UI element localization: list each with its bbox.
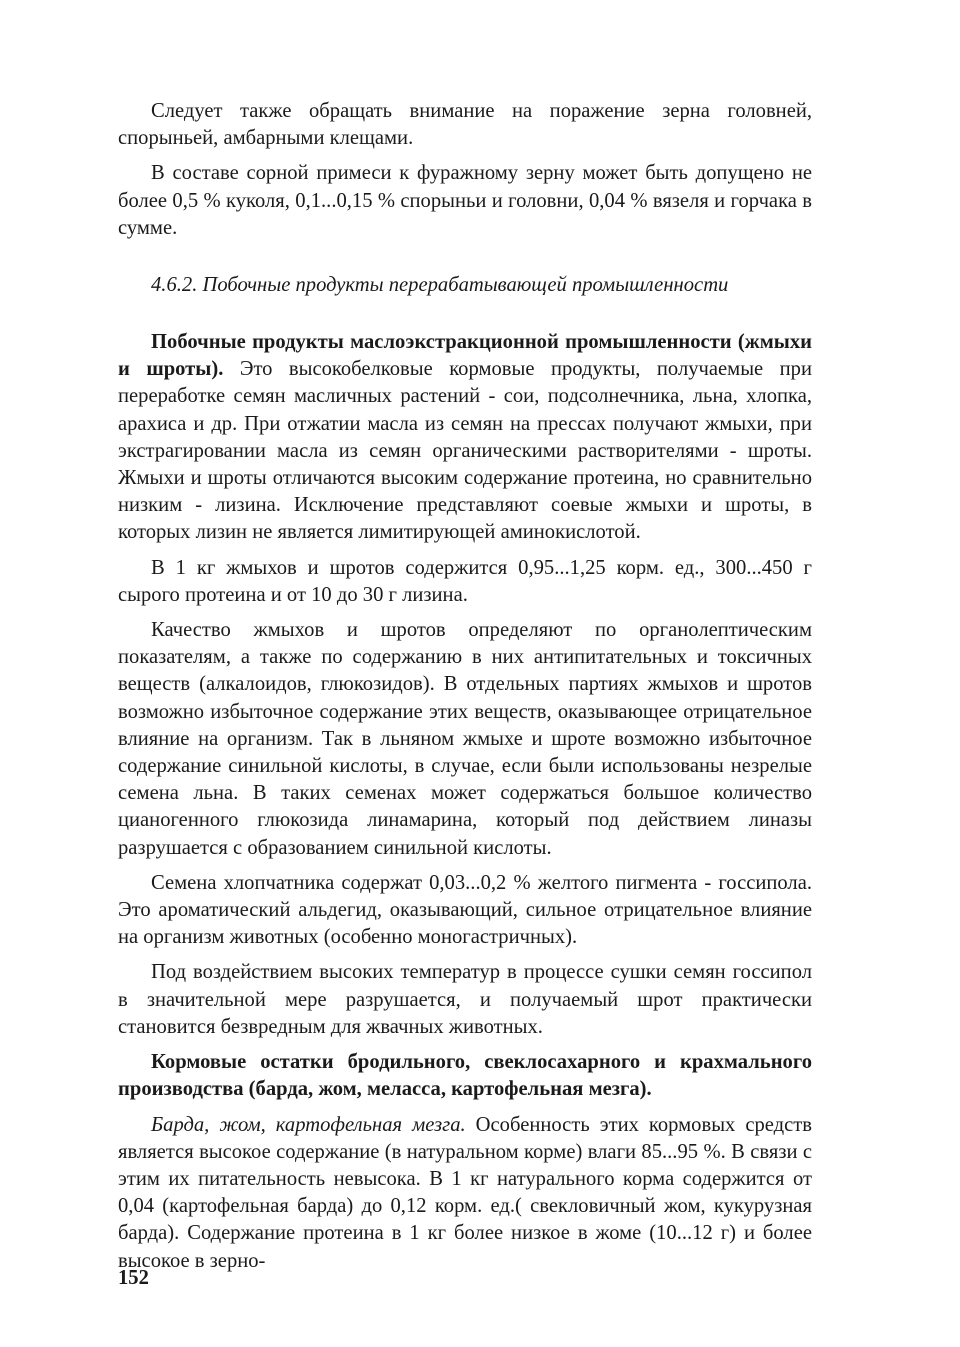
paragraph-gossypol-drying: Под воздействием высоких температур в процессе сушки семян госсипол в значительной мере разрушается, и получаемый шрот практически становится безвредным для жвачных животных.: [118, 961, 812, 1038]
paragraph-oilcake-composition: В 1 кг жмыхов и шротов содержится 0,95...1,25 корм. ед., 300...450 г сырого протеина и от 10 до 30 г лизина.: [118, 556, 812, 606]
paragraph-grain-damage: Следует также обращать внимание на поражение зерна головней, спорыньей, амбарными клещами.: [118, 100, 812, 150]
paragraph-oil-byproducts-text: Это высокобелковые кормовые продукты, получаемые при переработке семян масличных растений - сои, подсолнечника, льна, хлопка, арахиса и др. При отжатии масла из семян на прессах получают жмыхи, при экстрагировании масла из семян органическими растворителями - шроты. Жмыхи и шроты отличаются высоким содержание протеина, но сравнительно низким - лизина. Исключение представляют соевые жмыхи и шроты, в которых лизин не является лимитирующей аминокислотой.: [118, 358, 812, 544]
paragraph-cottonseed: Семена хлопчатника содержат 0,03...0,2 % желтого пигмента - госсипола. Это ароматический альдегид, оказывающий, сильное отрицательное влияние на организм животных (особенно моногастричных).: [118, 871, 812, 949]
paragraph-oilcake-quality: Качество жмыхов и шротов определяют по органолептическим показателям, а также по содержанию в них антипитательных и токсичных веществ (алкалоидов, глюкозидов). В отдельных партиях жмыхов и шротов возможно избыточное содержание этих веществ, оказывающее отрицательное влияние на организм. Так в льняном жмыхе и шроте возможно избыточное содержание синильной кислоты, в случае, если были использованы незрелые семена льна. В таких семенах может содержаться большое количество цианогенного глюкозида линамарина, который под действием линазы разрушается с образованием синильной кислоты.: [118, 619, 812, 859]
page-number: 152: [118, 1267, 149, 1289]
paragraph-fermentation-residues: Кормовые остатки бродильного, свеклосахарного и крахмального производства (барда, жом, меласса, картофельная мезга).: [118, 1051, 812, 1101]
section-heading: 4.6.2. Побочные продукты перерабатывающей промышленности: [151, 274, 729, 297]
paragraph-barda-pulp-text: Особенность этих кормовых средств является высокое содержание (в натуральном корме) влаги 85...95 %. В связи с этим их питательность невысока. В 1 кг натурального корма содержится от 0,04 (картофельная барда) до 0,12 корм. ед.( свекловичный жом, кукурузная барда). Содержание протеина в 1 кг более низкое в жоме (10...12 г) и более высокое в зерно-: [118, 1113, 812, 1272]
paragraph-oil-byproducts-lead: Побочные продукты маслоэкстракционной промышленности (жмыхи и шроты).: [118, 331, 812, 381]
paragraph-oil-byproducts: [118, 329, 812, 547]
paragraph-barda-pulp-lead: Барда, жом, картофельная мезга.: [151, 1113, 466, 1136]
paragraph-barda-pulp: [118, 1112, 812, 1275]
document-page: [118, 98, 812, 1275]
paragraph-weed-impurities: В составе сорной примеси к фуражному зерну может быть допущено не более 0,5 % куколя, 0,1...0,15 % спорыньи и головни, 0,04 % вязеля и горчака в сумме.: [118, 162, 812, 239]
